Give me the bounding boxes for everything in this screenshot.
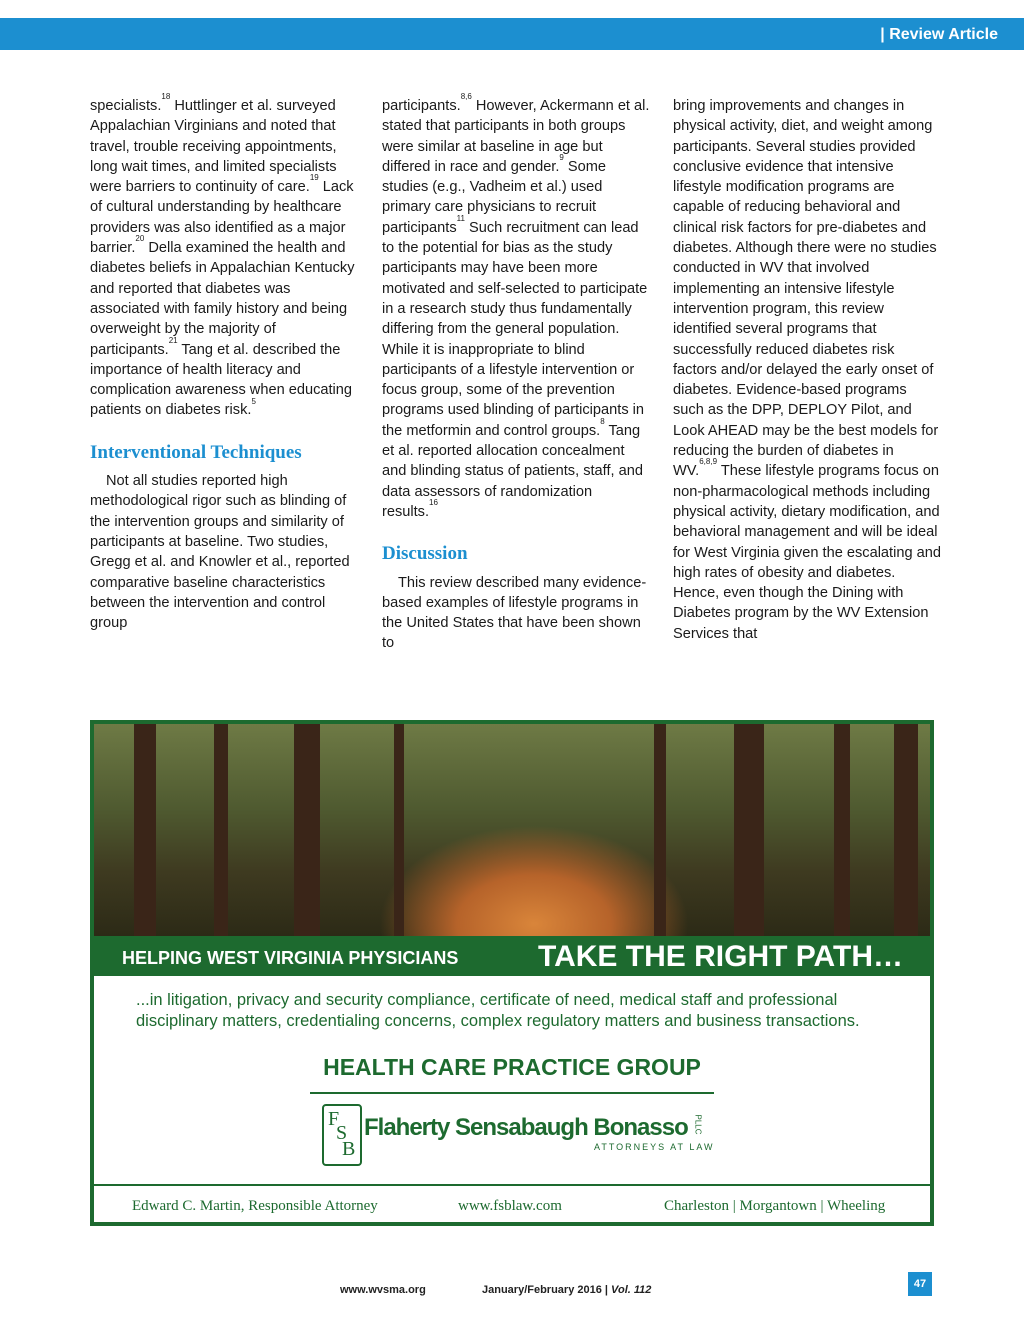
attorney-name: Edward C. Martin, Responsible Attorney [132, 1198, 378, 1214]
divider [310, 1092, 714, 1094]
practice-group-title: HEALTH CARE PRACTICE GROUP [323, 1054, 701, 1080]
ad-text: ...in litigation, privacy and security compliance, certificate of need, medical staff and professional disciplinary matters, credentialing concerns, complex regulatory matters and business transactions. [136, 991, 860, 1030]
column-2 [382, 92, 650, 654]
divider [94, 1184, 930, 1186]
column-1 [90, 92, 358, 633]
section-heading: Interventional Techniques [90, 441, 302, 463]
paragraph: participants.$^{8,6}$ However, Ackermann et al. stated that participants in both groups were similar at baseline in age but differed in race and gender.$^9$ Some studies (e.g., Vadheim et al.) used primary care physicians to recruit participants$^{11}$ Such recruitment can lead to the potential for bias as the study participants may have been more motivated and self-selected to participate in a research study thus fundamentally differing from the general population. While it is inappropriate to blind participants of a lifestyle intervention or focus group, some of the prevention programs used blinding of participants in the metformin and control groups.$^8$ Tang et al. reported allocation concealment and blinding status of patients, staff, and data assessors of randomization results.$^{16}$ [382, 92, 650, 520]
page-number: 47 [908, 1272, 932, 1296]
paragraph: specialists.$^{18}$ Huttlinger et al. surveyed Appalachian Virginians and noted that travel, trouble receiving appointments, long wait times, and limited specialists were barriers to continuity of care.$^{19}$ Lack of cultural understanding by healthcare providers was also identified as a major barrier.$^{20}$ Della examined the health and diabetes beliefs in Appalachian Kentucky and reported that diabetes was associated with family history and being overweight by the majority of participants.$^{21}$ Tang et al. described the importance of health literacy and complication awareness when educating patients on diabetes risk.$^5$ [90, 92, 355, 419]
header-bar [0, 18, 1024, 50]
paragraph: This review described many evidence-based examples of lifestyle programs in the United States that have been shown to [382, 574, 647, 652]
paragraph: bring improvements and changes in physical activity, diet, and weight among participants. Several studies provided conclusive evidence that intensive lifestyle modification programs are capable of reducing behavioral and clinical risk factors for pre-diabetes and diabetes. Although there were no studies conducted in WV that involved implementing an intensive lifestyle intervention program, this review identified several programs that successfully reduced diabetes risk factors and/or delayed the early onset of diabetes. Evidence-based programs such as the DPP, DEPLOY Pilot, and Look AHEAD may be the best models for reducing the burden of diabetes in WV.$^{6,8,9}$ These lifestyle programs focus on non-pharmacological methods including physical activity, dietary modification, and behavioral management and will be ideal for West Virginia given the escalating and high rates of obesity and diabetes. Hence, even though the Dining with Diabetes program by the WV Extension Services that [673, 98, 941, 642]
paragraph: Not all studies reported high methodological rigor such as blinding of the intervention groups and similarity of participants at baseline. Two studies, Gregg et al. and Knowler et al., reported comparative baseline characteristics between the intervention and control group [90, 473, 350, 632]
firm-suffix: PLLC [693, 1114, 703, 1135]
fsb-logo: F S B [322, 1104, 362, 1166]
section-heading: Discussion [382, 543, 468, 565]
banner-headline: TAKE THE RIGHT PATH… [538, 940, 903, 973]
ad-banner [94, 936, 930, 976]
footer-site[interactable]: www.wvsma.org [340, 1284, 426, 1296]
advertisement [90, 720, 934, 1226]
website-link[interactable]: www.fsblaw.com [458, 1198, 562, 1214]
firm-name: Flaherty Sensabaugh Bonasso [364, 1114, 688, 1141]
firm-tagline: ATTORNEYS AT LAW [594, 1142, 715, 1152]
section-label: | Review Article [880, 26, 998, 43]
footer-issue: January/February 2016 | Vol. 112 [482, 1284, 652, 1296]
forest-path-photo [94, 724, 930, 936]
banner-text: HELPING WEST VIRGINIA PHYSICIANS [122, 948, 459, 968]
office-cities: Charleston | Morgantown | Wheeling [664, 1198, 886, 1214]
column-3 [673, 96, 941, 644]
